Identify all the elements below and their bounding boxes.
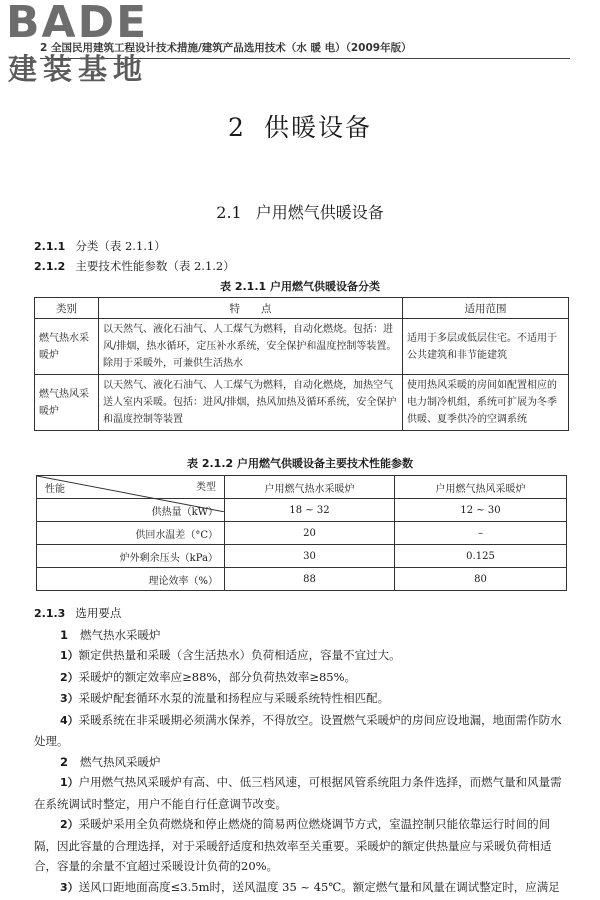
list-item: 2）采暖炉采用全负荷燃烧和停止燃烧的简易两位燃烧调节方式，室温控制只能依靠运行时间的间隔，因此容量的合理选择，对于采暖舒适度和热效率至关重要。采暖炉的额定供热量应与采暖负荷相适合，容量的余量不宜超过采暖设计负荷的20%。	[34, 817, 552, 873]
column-header: 户用燃气热风采暖炉	[395, 476, 567, 499]
logo-text: BADE	[6, 0, 149, 48]
list-item: 2）采暖炉的额定效率应≥88%，部分负荷热效率≥85%。	[60, 669, 357, 684]
value-cell: –	[395, 522, 567, 545]
table2-caption: 表 2.1.2 户用燃气供暖设备主要技术性能参数	[187, 457, 413, 470]
logo-chinese: 建装基地	[8, 52, 149, 86]
header-features: 特 点	[99, 298, 403, 319]
row-label: 理论效率（%）	[37, 568, 225, 591]
table-header-row	[35, 298, 569, 319]
table-header-row	[37, 476, 567, 499]
chapter-name: 供暖设备	[263, 113, 372, 142]
row-label: 供热量（kW）	[37, 499, 225, 522]
table-row	[37, 568, 567, 591]
clause-2-1-1: 2.1.1 分类（表 2.1.1）	[34, 239, 166, 253]
running-head: 2 全国民用建筑工程设计技术措施/建筑产品选用技术（水 暖 电）（2009年版）	[40, 40, 570, 59]
scope-cell: 适用于多层或低层住宅。不适用于 公共建筑和非节能建筑	[403, 319, 569, 375]
table-row	[35, 319, 569, 375]
table-row	[35, 375, 569, 431]
list-item: 3）送风口距地面高度≤3.5m时，送风温度 35 ~ 45℃。额定燃气量和风量在调试整定时，应满足	[60, 879, 560, 894]
value-cell: 12 ~ 30	[395, 499, 567, 522]
clause-2-1-3: 2.1.3 选用要点	[34, 606, 122, 620]
row-label: 炉外剩余压头（kPa）	[37, 545, 225, 568]
value-cell: 30	[225, 545, 395, 568]
selection-section	[34, 603, 570, 898]
section-number: 2.1	[216, 203, 242, 222]
list-item: 1）户用燃气热风采暖炉有高、中、低三档风速，可根据风管系统阻力条件选择，而燃气量和风量需在系统调试时整定，用户不能自行任意调节改变。	[34, 775, 562, 811]
header-category: 类别	[35, 298, 99, 319]
subheading-hot-air-heater: 2 燃气热风采暖炉	[60, 754, 161, 769]
list-item: 1）额定供热量和采暖（含生活热水）负荷相适应，容量不宜过大。	[60, 648, 401, 662]
table1-caption: 表 2.1.1 户用燃气供暖设备分类	[220, 280, 380, 293]
corner-type-label: 类型	[196, 482, 216, 493]
row-label: 供回水温差（°C）	[37, 522, 225, 545]
table-row	[37, 522, 567, 545]
classification-table	[34, 297, 569, 431]
column-header: 户用燃气热水采暖炉	[225, 476, 395, 499]
chapter-number: 2	[228, 113, 246, 142]
section-title	[0, 200, 600, 223]
section-name: 户用燃气供暖设备	[255, 203, 384, 222]
table-row	[37, 545, 567, 568]
performance-table	[36, 475, 567, 591]
list-item: 3）采暖炉配套循环水泵的流量和扬程应与采暖系统特性相匹配。	[60, 691, 390, 705]
value-cell: 0.125	[395, 545, 567, 568]
list-item: 4）采暖系统在非采暖期必须满水保养，不得放空。设置燃气采暖炉的房间应设地漏，地面需作防水处理。	[34, 712, 562, 748]
chapter-title	[0, 108, 600, 144]
value-cell: 80	[395, 568, 567, 591]
clause-2-1-2: 2.1.2 主要技术性能参数（表 2.1.2）	[34, 259, 235, 273]
value-cell: 18 ~ 32	[225, 499, 395, 522]
subheading-hot-water-boiler: 1 燃气热水采暖炉	[60, 627, 161, 642]
scope-cell: 使用热风采暖的房间如配置相应的 电力制冷机组，系统可扩展为冬季 供暖、夏季供冷的空调系统	[403, 375, 569, 431]
corner-performance-label: 性能	[45, 484, 65, 495]
diagonal-header-cell	[37, 476, 225, 499]
category-cell: 燃气热水采 暖炉	[35, 319, 99, 375]
value-cell: 20	[225, 522, 395, 545]
features-cell: 以天然气、液化石油气、人工煤气为燃料，自动化燃烧。包括：进 风/排烟，热水循环，定压补水系统，安全保护和温度控制等装置。 除用于采暖外，可兼供生活热水	[99, 319, 403, 375]
category-cell: 燃气热风采 暖炉	[35, 375, 99, 431]
features-cell: 以天然气、液化石油气、人工煤气为燃料，自动化燃烧，加热空气 送人室内采暖。包括：进风/排烟，热风加热及循环系统，安全保护 和温度控制等装置	[99, 375, 403, 431]
header-scope: 适用范围	[403, 298, 569, 319]
value-cell: 88	[225, 568, 395, 591]
